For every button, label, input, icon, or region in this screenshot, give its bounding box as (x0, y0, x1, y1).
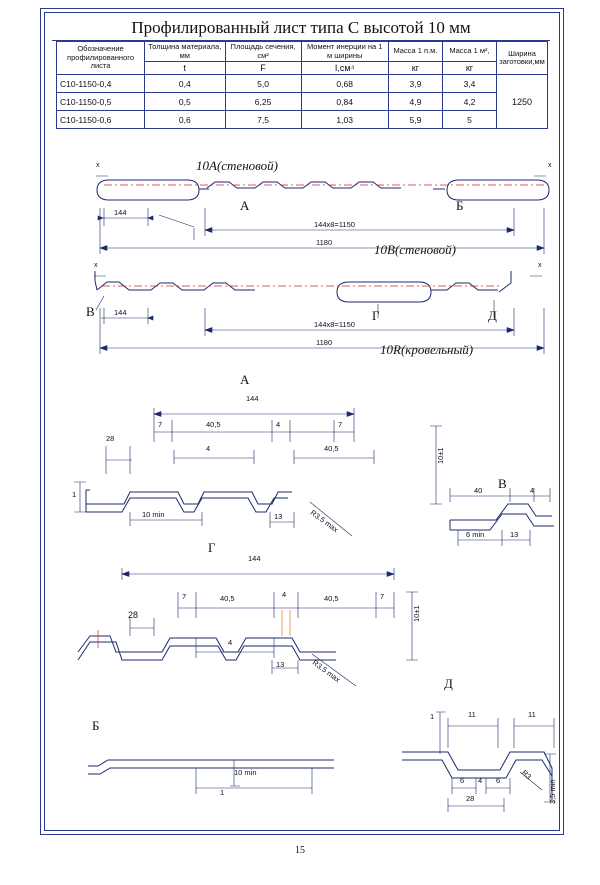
detail-g-d4-top: 4 (282, 590, 287, 599)
cell-mass-lm: 3,9 (388, 75, 442, 93)
detail-v-label: В (498, 476, 507, 491)
detail-marker-d: Д (488, 308, 497, 323)
detail-marker-g: Г (372, 308, 380, 323)
detail-g-d405-right: 40,5 (324, 594, 339, 603)
cell-thickness: 0,4 (145, 75, 225, 93)
header-blank-width: Ширина заготовки,мм (497, 42, 548, 75)
page-number: 15 (295, 845, 305, 856)
detail-d-d1: 1 (430, 712, 435, 721)
detail-a-d405-lower: 40,5 (324, 444, 339, 453)
detail-g-dimensions (122, 568, 418, 686)
profile-10r-caption: 10R(кровельный) (380, 342, 474, 357)
cell-designation: С10-1150-0,5 (57, 93, 145, 111)
header-designation: Обозначение профилированного листа (57, 42, 145, 75)
profile-10a-caption: 10А(стеновой) (196, 158, 278, 173)
detail-g-width: 144 (248, 554, 261, 563)
technical-drawing (44, 12, 558, 829)
dim-total-mid: 1180 (316, 338, 333, 347)
axis-label-x-left-mid: x (94, 262, 98, 269)
cell-mass-lm: 5,9 (388, 111, 442, 129)
cell-designation: С10-1150-0,4 (57, 75, 145, 93)
detail-a-d4-lower: 4 (206, 444, 211, 453)
cell-thickness: 0,5 (145, 93, 225, 111)
detail-a-dimensions (74, 408, 442, 536)
detail-d-d6-right: 6 (496, 776, 501, 785)
header-mass-lm: Масса 1 п.м. (388, 42, 442, 62)
detail-a-label: А (240, 372, 250, 387)
subheader-i: I,см⁴ (301, 62, 388, 75)
detail-v-d4: 4 (530, 486, 535, 495)
dim-total-top: 1180 (316, 238, 333, 247)
detail-v-d13: 13 (510, 530, 519, 539)
cell-mass-m2: 4,2 (442, 93, 496, 111)
detail-g-d13: 13 (276, 660, 285, 669)
detail-a-height: 10±1 (436, 447, 445, 464)
detail-marker-b-top: Б (456, 198, 464, 213)
cell-mass-m2: 3,4 (442, 75, 496, 93)
drawing-area (44, 12, 558, 829)
detail-g-d28: 28 (128, 610, 139, 620)
profile-10b-caption: 10В(стеновой) (374, 242, 456, 257)
axis-label-x-right-top: x (548, 162, 552, 169)
detail-g-d7-left: 7 (182, 592, 187, 601)
cell-inertia: 0,84 (301, 93, 388, 111)
detail-marker-a-top: А (240, 198, 250, 213)
cell-mass-lm: 4,9 (388, 93, 442, 111)
detail-v-d6min: 6 min (466, 530, 485, 539)
detail-a-width: 144 (246, 394, 259, 403)
detail-v-d40: 40 (474, 486, 483, 495)
cell-area: 5,0 (225, 75, 301, 93)
cell-mass-m2: 5 (442, 111, 496, 129)
detail-g-shape (78, 636, 336, 660)
subheader-f: F (225, 62, 301, 75)
detail-d-d4: 4 (478, 776, 483, 785)
detail-g-radius: R3.5 max (310, 658, 342, 685)
detail-d-r3: R3 (519, 768, 534, 782)
detail-marker-v: В (86, 304, 95, 319)
detail-b-d10min: 10 min (234, 768, 257, 777)
detail-a-radius: R3.5 max (308, 508, 340, 535)
profile-10a-outline (97, 180, 549, 200)
axis-label-x-left-top: x (96, 162, 100, 169)
detail-b-label: Б (92, 718, 100, 733)
cell-inertia: 1,03 (301, 111, 388, 129)
dim-144-top: 144 (114, 208, 127, 217)
subheader-kg-m2: кг (442, 62, 496, 75)
detail-g-d7-right: 7 (380, 592, 385, 601)
detail-a-d4-mid: 4 (276, 420, 281, 429)
dim-144-mid: 144 (114, 308, 127, 317)
cell-blank-width: 1250 (497, 75, 548, 129)
detail-a-d7-left: 7 (158, 420, 163, 429)
subheader-kg-lm: кг (388, 62, 442, 75)
detail-d-d11-left: 11 (468, 710, 476, 719)
cell-area: 7,5 (225, 111, 301, 129)
detail-v-shape (450, 504, 554, 530)
cell-inertia: 0,68 (301, 75, 388, 93)
header-inertia: Момент инерции на 1 м ширины (301, 42, 388, 62)
cell-designation: С10-1150-0,6 (57, 111, 145, 129)
axis-label-x-right-mid: x (538, 262, 542, 269)
page-title: Профилированный лист типа С высотой 10 мм (131, 18, 471, 37)
header-thickness: Толщина материала, мм (145, 42, 225, 62)
detail-a-d1: 1 (72, 490, 77, 499)
dim-pitch-mid: 144x8=1150 (314, 320, 355, 329)
detail-g-label: Г (208, 540, 216, 555)
detail-b-d1: 1 (220, 788, 225, 797)
detail-d-label: Д (444, 676, 453, 691)
detail-a-shape (86, 490, 292, 512)
detail-a-d10min: 10 min (142, 510, 165, 519)
detail-a-d28: 28 (106, 434, 115, 443)
detail-g-d405-left: 40,5 (220, 594, 235, 603)
detail-a-d7-right: 7 (338, 420, 343, 429)
header-area: Площадь сечения, см² (225, 42, 301, 62)
subheader-t: t (145, 62, 225, 75)
cell-area: 6,25 (225, 93, 301, 111)
header-mass-m2: Масса 1 м², (442, 42, 496, 62)
detail-a-d405-left: 40,5 (206, 420, 221, 429)
detail-g-height: 10±1 (412, 605, 421, 622)
profile-10b-outline (95, 271, 511, 302)
dim-pitch-top: 144x8=1150 (314, 220, 355, 229)
detail-d-d6-left: 6 (460, 776, 465, 785)
detail-b-dimensions (196, 760, 312, 794)
detail-d-d11-right: 11 (528, 710, 536, 719)
detail-g-d4-lower: 4 (228, 638, 233, 647)
detail-g-marks-orange (282, 610, 290, 636)
detail-d-d28: 28 (466, 794, 475, 803)
cell-thickness: 0,6 (145, 111, 225, 129)
detail-d-d35min: 3,5 min (548, 779, 557, 804)
detail-a-d13: 13 (274, 512, 283, 521)
detail-b-shape (88, 760, 334, 774)
